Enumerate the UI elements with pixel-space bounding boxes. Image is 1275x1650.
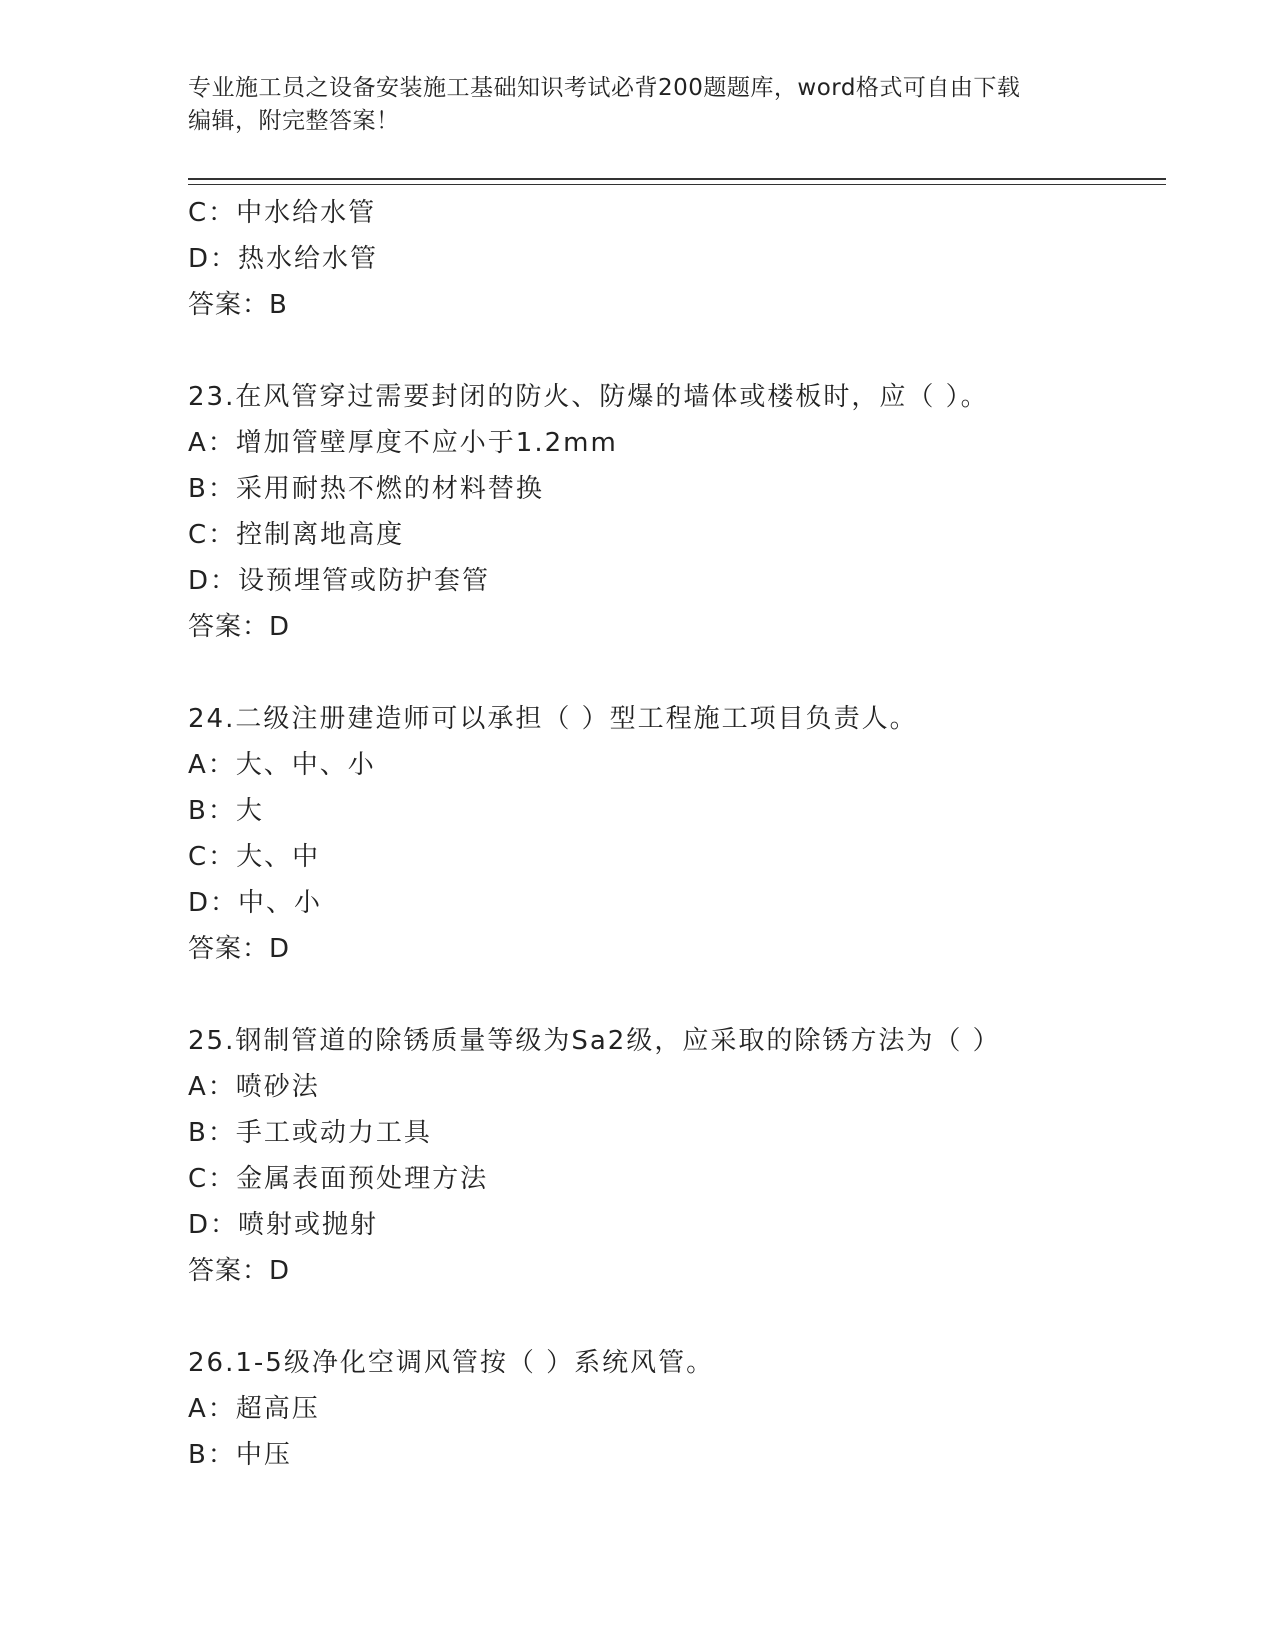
header-line-2: 编辑，附完整答案！ [188,108,400,134]
question-list [188,190,1168,1478]
document-header [188,72,1088,138]
question-stem: 26.1-5级净化空调风管按（ ）系统风管。 [188,1348,715,1378]
question-26 [188,1340,1168,1478]
question-stem: 25.钢制管道的除锈质量等级为Sa2级，应采取的除锈方法为（ ） [188,1026,1001,1056]
answer-line: 答案：B [188,290,288,320]
question-25 [188,1018,1168,1294]
answer-line: 答案：D [188,1256,291,1286]
option-a: A：喷砂法 [188,1072,320,1102]
option-b: B：手工或动力工具 [188,1118,432,1148]
option-c: C：金属表面预处理方法 [188,1164,489,1194]
option-c: C：大、中 [188,842,321,872]
question-23 [188,374,1168,650]
option-a: A：增加管壁厚度不应小于1.2mm [188,428,618,458]
header-divider-thin [188,184,1166,185]
option-c: C：控制离地高度 [188,520,405,550]
option-d: D：设预埋管或防护套管 [188,566,491,596]
option-b: B：大 [188,796,264,826]
option-b: B：采用耐热不燃的材料替换 [188,474,544,504]
continued-question-22 [188,190,1168,328]
header-divider-thick [188,178,1166,180]
question-stem: 23.在风管穿过需要封闭的防火、防爆的墙体或楼板时，应（ ）。 [188,382,989,412]
answer-line: 答案：D [188,934,291,964]
question-24 [188,696,1168,972]
answer-line: 答案：D [188,612,291,642]
option-d: D：热水给水管 [188,244,379,274]
option-c: C：中水给水管 [188,198,377,228]
question-stem: 24.二级注册建造师可以承担（ ）型工程施工项目负责人。 [188,704,918,734]
option-b: B：中压 [188,1440,292,1470]
header-line-1: 专业施工员之设备安装施工基础知识考试必背200题题库，word格式可自由下载 [188,75,1021,101]
option-a: A：大、中、小 [188,750,376,780]
option-a: A：超高压 [188,1394,320,1424]
option-d: D：中、小 [188,888,323,918]
option-d: D：喷射或抛射 [188,1210,379,1240]
